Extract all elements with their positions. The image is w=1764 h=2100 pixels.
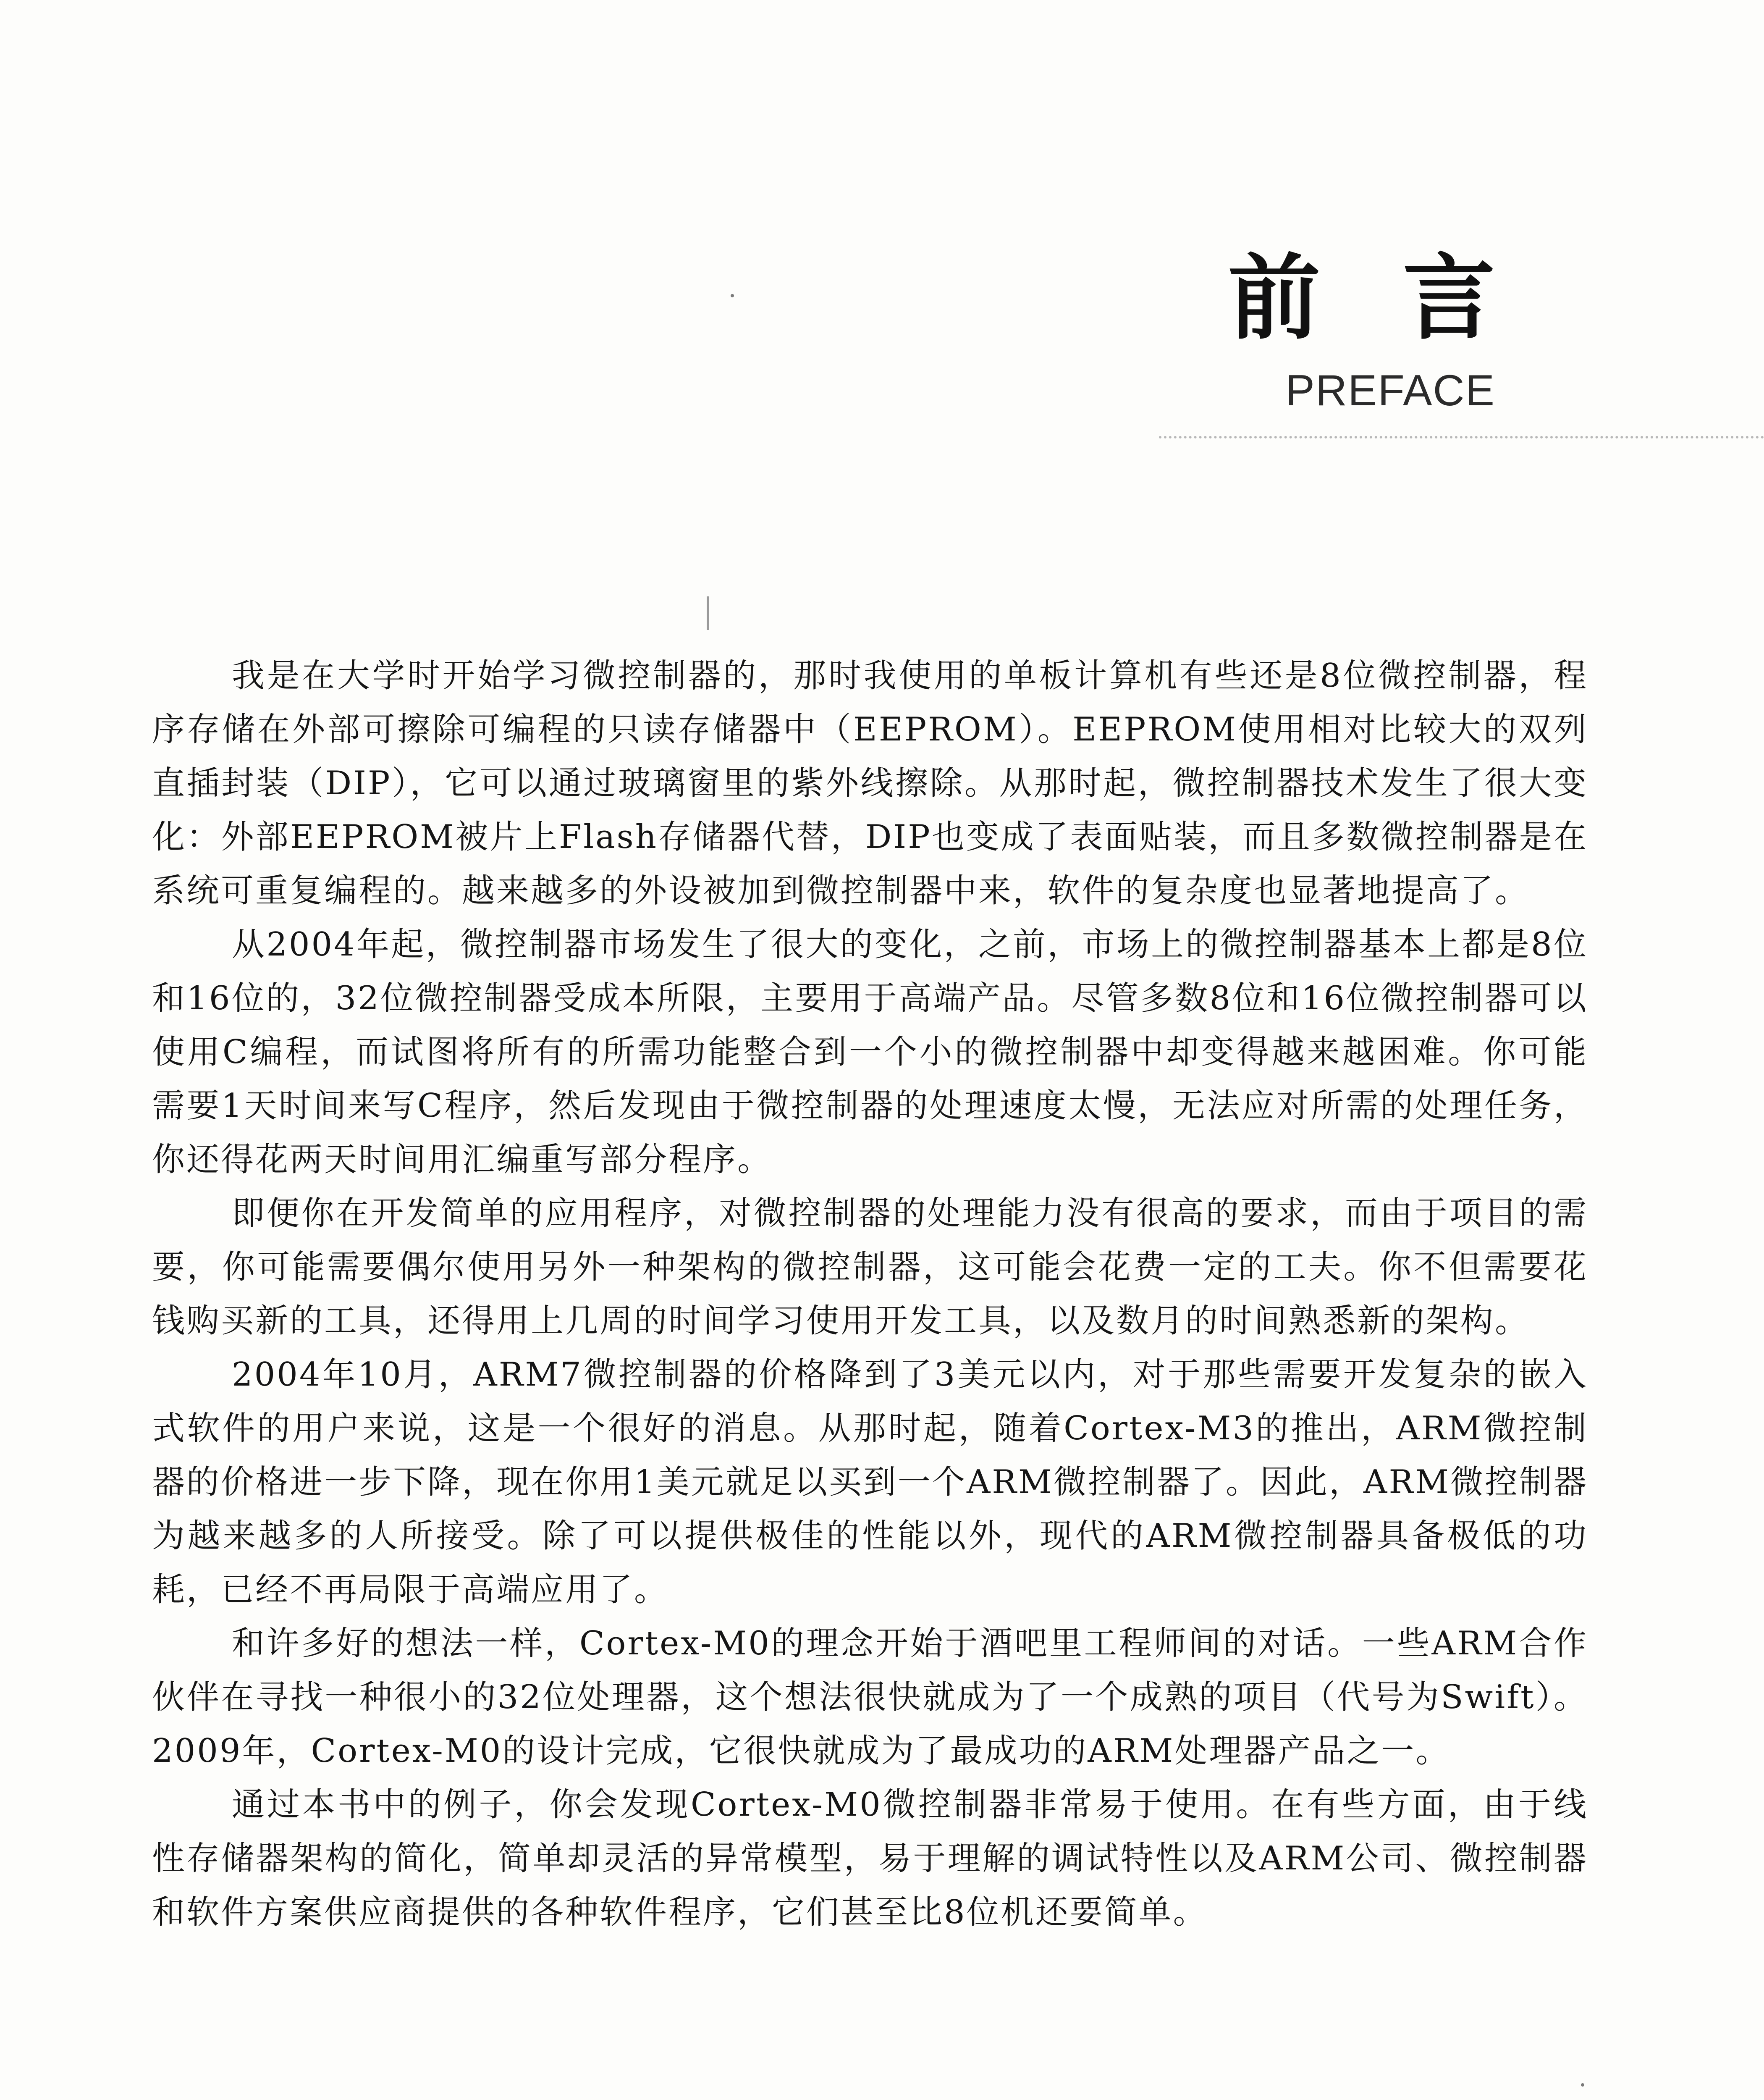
scan-speck (1581, 2083, 1584, 2087)
chapter-heading (1228, 244, 1520, 415)
paragraph: 通过本书中的例子，你会发现Cortex-M0微控制器非常易于使用。在有些方面，由于线性存储器架构的简化，简单却灵活的异常模型，易于理解的调试特性以及ARM公司、微控制器和软件方案供应商提供的各种软件程序，它们甚至比8位机还要简单。 (152, 1786, 1588, 1931)
paragraph: 我是在大学时开始学习微控制器的，那时我使用的单板计算机有些还是8位微控制器，程序存储在外部可擦除可编程的只读存储器中（EEPROM）。EEPROM使用相对比较大的双列直插封装（DIP），它可以通过玻璃窗里的紫外线擦除。从那时起，微控制器技术发生了很大变化：外部EEPROM被片上Flash存储器代替，DIP也变成了表面贴装，而且多数微控制器是在系统可重复编程的。越来越多的外设被加到微控制器中来，软件的复杂度也显著地提高了。 (152, 657, 1588, 910)
paragraph: 从2004年起，微控制器市场发生了很大的变化，之前，市场上的微控制器基本上都是8位和16位的，32位微控制器受成本所限，主要用于高端产品。尽管多数8位和16位微控制器可以使用C编程，而试图将所有的所需功能整合到一个小的微控制器中却变得越来越困难。你可能需要1天时间来写C程序，然后发现由于微控制器的处理速度太慢，无法应对所需的处理任务，你还得花两天时间用汇编重写部分程序。 (152, 926, 1588, 1179)
preface-body (152, 649, 1588, 1939)
heading-divider (1159, 436, 1764, 438)
paragraph: 即便你在开发简单的应用程序，对微控制器的处理能力没有很高的要求，而由于项目的需要，你可能需要偶尔使用另外一种架构的微控制器，这可能会花费一定的工夫。你不但需要花钱购买新的工具，还得用上几周的时间学习使用开发工具，以及数月的时间熟悉新的架构。 (152, 1194, 1588, 1340)
scan-mark (707, 596, 709, 630)
page-title: 前 言 (1228, 244, 1520, 352)
scan-speck (731, 294, 734, 297)
page-subtitle: PREFACE (1285, 366, 1495, 415)
paragraph: 和许多好的想法一样，Cortex-M0的理念开始于酒吧里工程师间的对话。一些ARM合作伙伴在寻找一种很小的32位处理器，这个想法很快就成为了一个成熟的项目（代号为Swift）。2009年，Cortex-M0的设计完成，它很快就成为了最成功的ARM处理器产品之一。 (152, 1625, 1588, 1770)
paragraph: 2004年10月，ARM7微控制器的价格降到了3美元以内，对于那些需要开发复杂的嵌入式软件的用户来说，这是一个很好的消息。从那时起，随着Cortex-M3的推出，ARM微控制器的价格进一步下降，现在你用1美元就足以买到一个ARM微控制器了。因此，ARM微控制器为越来越多的人所接受。除了可以提供极佳的性能以外，现代的ARM微控制器具备极低的功耗，已经不再局限于高端应用了。 (152, 1356, 1588, 1609)
